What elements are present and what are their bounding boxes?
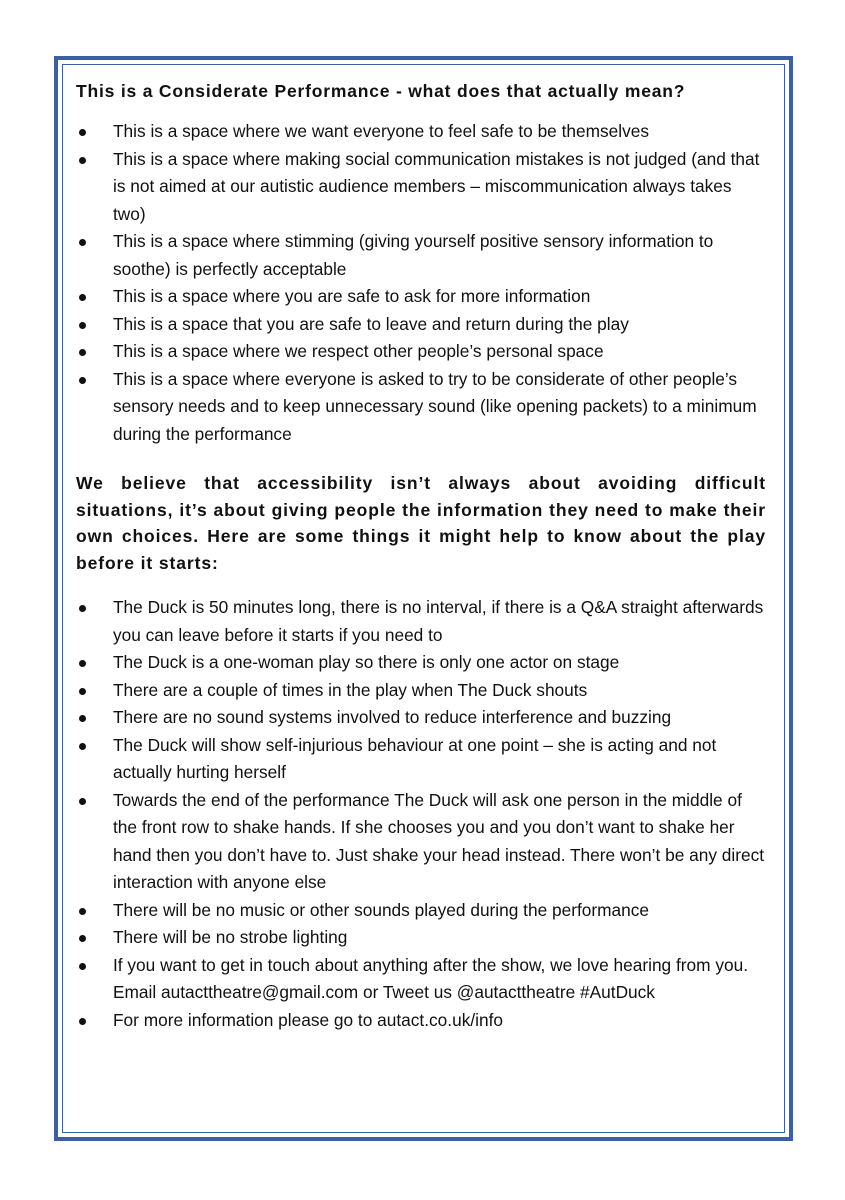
contact-email-text: Email autacttheatre@gmail.com or Tweet us @autacttheatre #AutDuck <box>113 982 655 1002</box>
contact-list-item <box>76 952 766 1007</box>
list-item-text: There will be no music or other sounds played during the performance <box>113 899 650 920</box>
list-item <box>76 118 766 146</box>
bullet-icon <box>79 743 86 750</box>
list-item <box>76 594 766 649</box>
accessibility-paragraph: We believe that accessibility isn’t always about avoiding difficult situations, it’s about giving people the information they need to make their own choices. Here are some things it might help to know about the play before it starts: <box>76 473 766 573</box>
bullet-icon <box>79 239 86 246</box>
list-item <box>76 311 766 339</box>
list-item-text: The Duck will show self-injurious behaviour at one point – she is acting and not actually hurting herself <box>113 734 717 782</box>
list-item-text: There are no sound systems involved to reduce interference and buzzing <box>113 707 672 727</box>
bullet-icon <box>79 1018 86 1025</box>
bullet-icon <box>79 294 86 301</box>
bullet-icon <box>79 908 86 915</box>
list-item <box>76 283 766 311</box>
bullet-icon <box>79 349 86 356</box>
list-item-text: The Duck is 50 minutes long, there is no interval, if there is a Q&A straight afterwards you can leave before it starts if you need to <box>113 597 764 645</box>
list-item <box>76 228 766 283</box>
considerate-list <box>76 118 766 448</box>
list-item <box>76 677 766 705</box>
bullet-icon <box>79 157 86 164</box>
list-item-text: The Duck is a one-woman play so there is only one actor on stage <box>113 652 620 672</box>
list-item-text: There are a couple of times in the play when The Duck shouts <box>113 679 588 700</box>
bullet-icon <box>79 660 86 667</box>
list-item-text: This is a space where making social communication mistakes is not judged (and that is not aimed at our autistic audience members – miscommunication always takes two) <box>113 148 760 224</box>
bullet-icon <box>79 377 86 384</box>
page-title: This is a Considerate Performance - what does that actually mean? <box>76 81 686 101</box>
list-item <box>76 897 766 925</box>
list-item-text: This is a space where you are safe to ask for more information <box>113 286 591 306</box>
list-item <box>76 732 766 787</box>
info-link-text: For more information please go to autact.co.uk/info <box>113 1009 503 1030</box>
list-item <box>76 366 766 449</box>
contact-intro-text: If you want to get in touch about anything after the show, we love hearing from you. <box>113 954 748 975</box>
list-item <box>76 924 766 952</box>
list-item <box>76 146 766 229</box>
list-item-text: This is a space where stimming (giving yourself positive sensory information to soothe) is perfectly acceptable <box>113 231 714 279</box>
bullet-icon <box>79 963 86 970</box>
bullet-icon <box>79 322 86 329</box>
list-item <box>76 704 766 732</box>
bullet-icon <box>79 129 86 136</box>
bullet-icon <box>79 605 86 612</box>
list-item-text: This is a space where we want everyone to feel safe to be themselves <box>113 121 649 141</box>
list-item <box>76 338 766 366</box>
page-border <box>54 56 793 1141</box>
info-list-item <box>76 1007 766 1035</box>
list-item <box>76 787 766 897</box>
document-content <box>76 78 766 1034</box>
bullet-icon <box>79 688 86 695</box>
bullet-icon <box>79 935 86 942</box>
bullet-icon <box>79 798 86 805</box>
play-info-list <box>76 594 766 1034</box>
list-item-text: This is a space where everyone is asked to try to be considerate of other people’s sensory needs and to keep unnecessary sound (like opening packets) to a minimum during the performance <box>113 368 757 444</box>
list-item-text: Towards the end of the performance The Duck will ask one person in the middle of the front row to shake hands. If she chooses you and you don’t want to shake her hand then you don’t have to. Just shake your head instead. There won’t be any direct interaction with anyone else <box>113 789 765 892</box>
list-item-text: This is a space that you are safe to leave and return during the play <box>113 313 629 334</box>
list-item <box>76 649 766 677</box>
bullet-icon <box>79 715 86 722</box>
list-item-text: There will be no strobe lighting <box>113 927 348 947</box>
list-item-text: This is a space where we respect other people’s personal space <box>113 341 604 361</box>
